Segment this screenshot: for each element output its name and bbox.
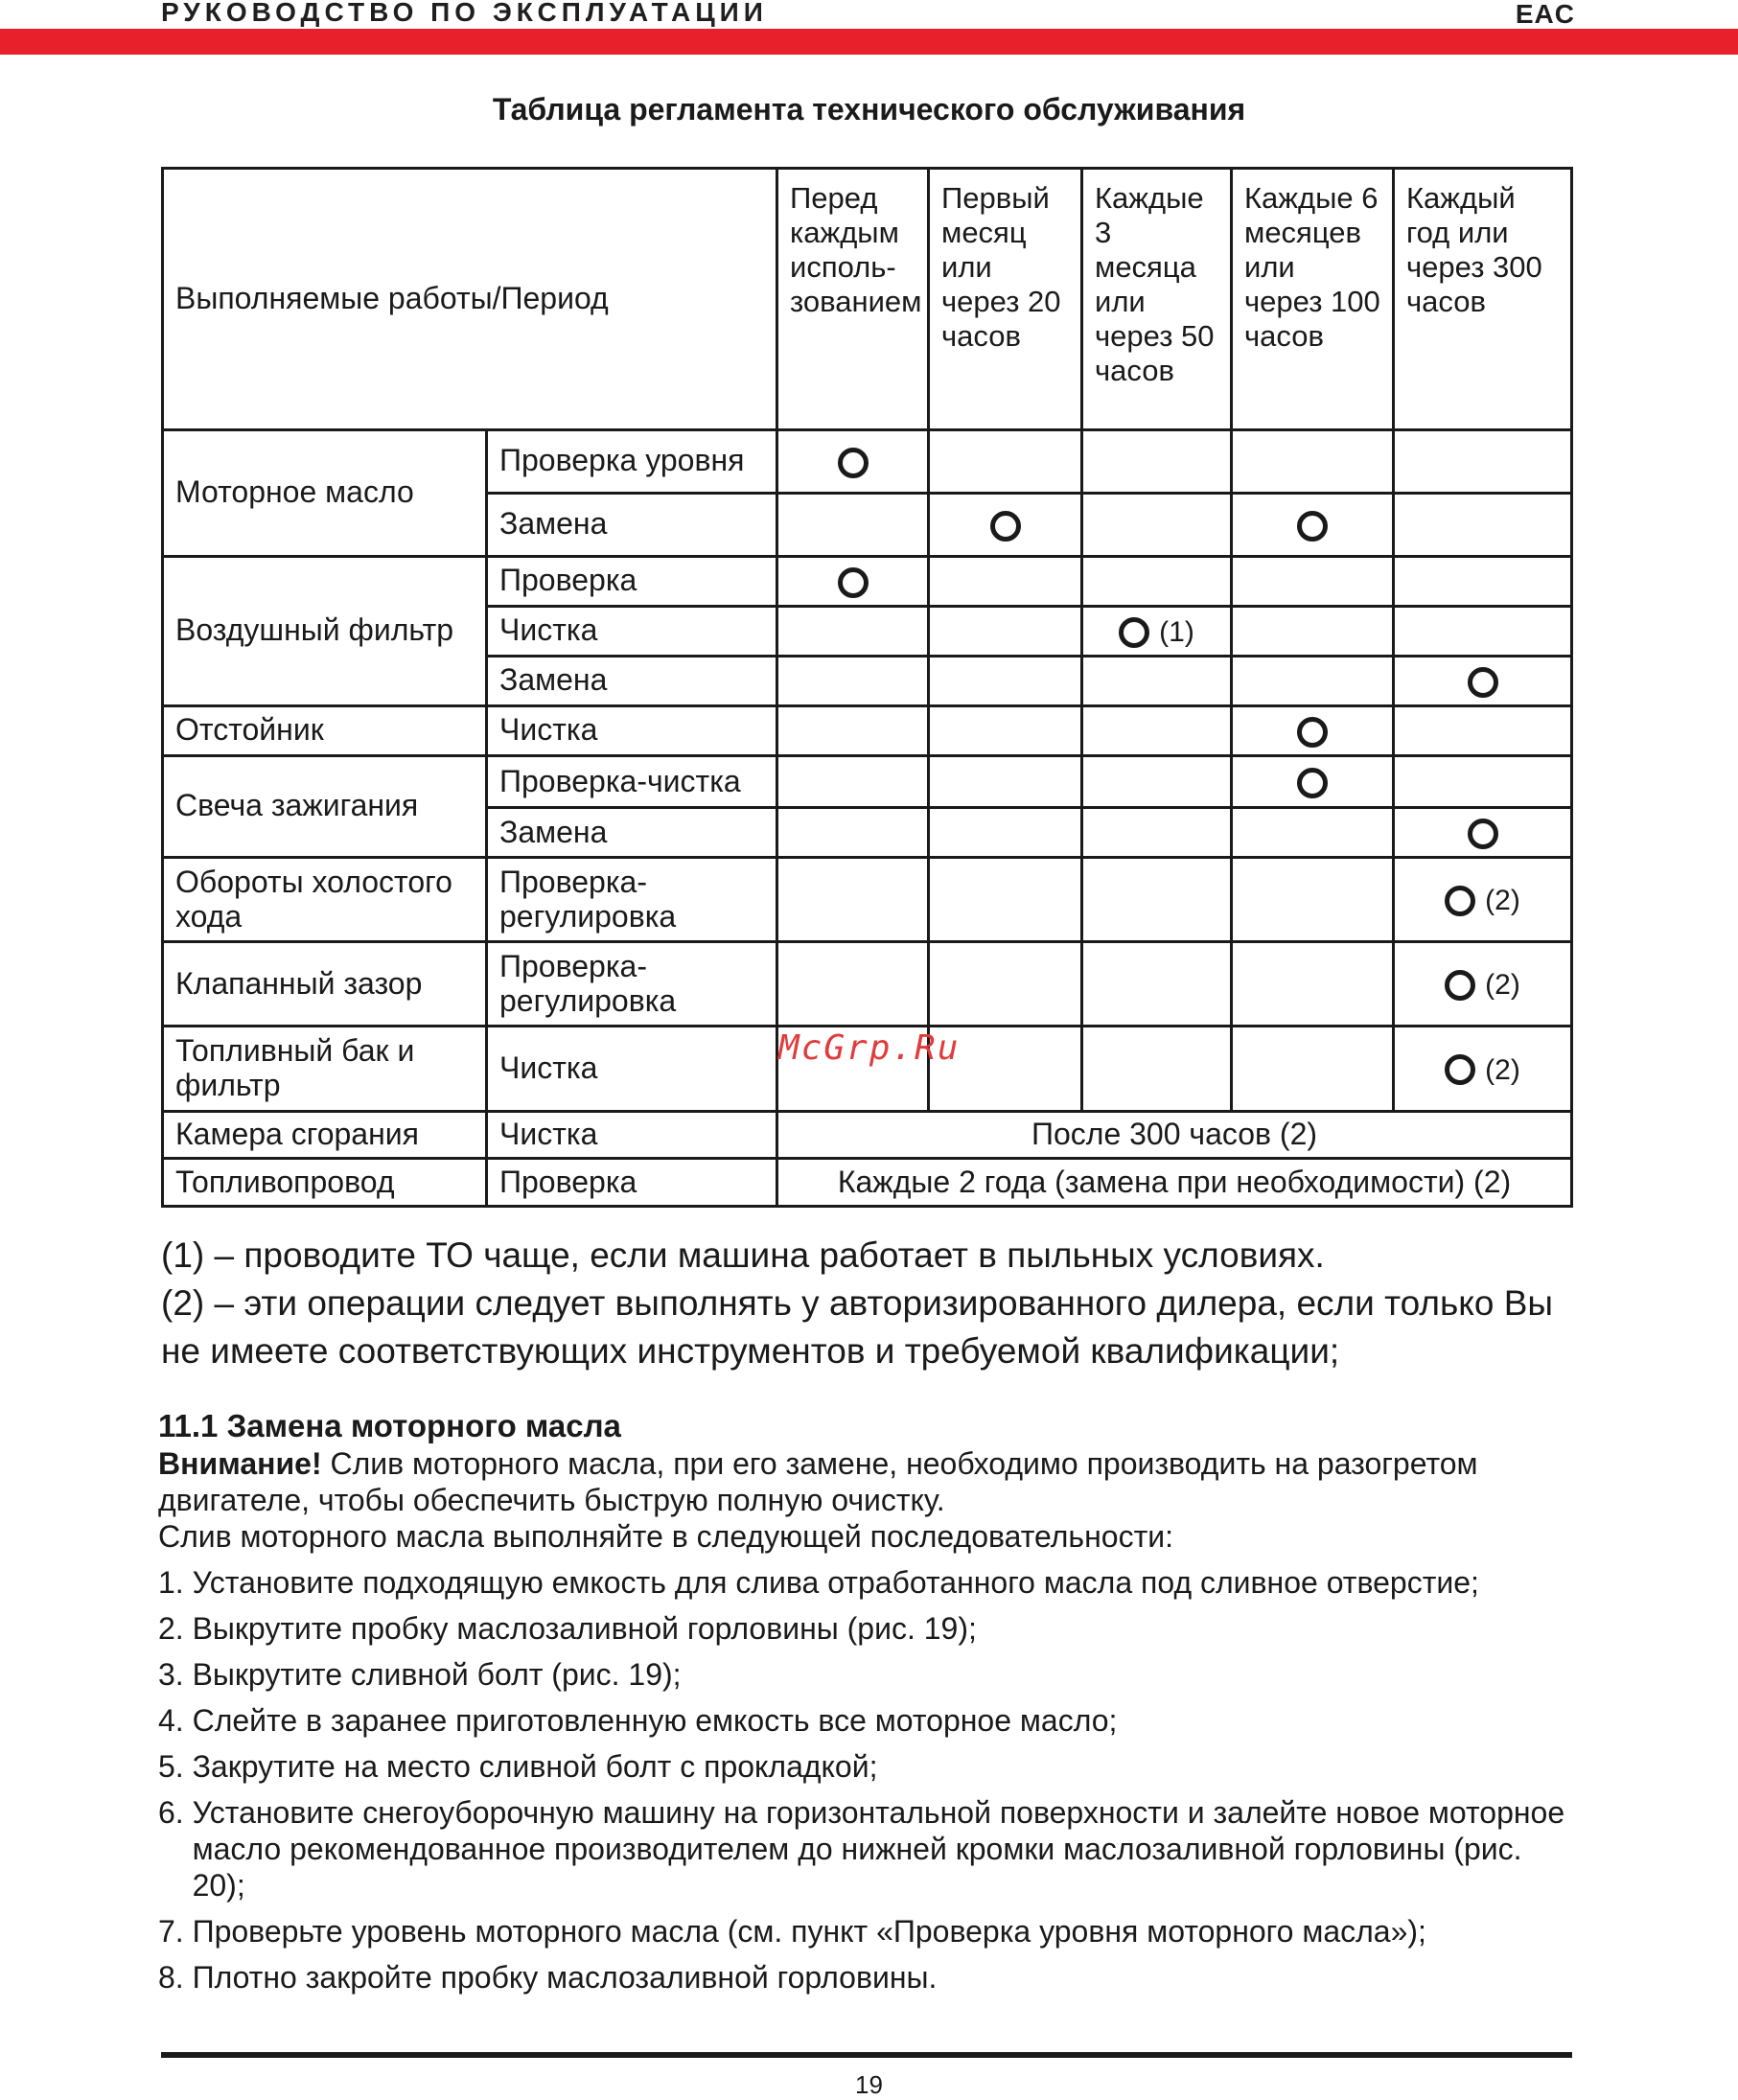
operation-name: Проверка	[487, 556, 777, 606]
header-red-bar	[0, 29, 1738, 55]
schedule-cell	[929, 556, 1082, 606]
operation-name: Чистка	[487, 1111, 777, 1159]
schedule-cell	[1394, 606, 1572, 656]
schedule-cell	[1232, 858, 1394, 942]
period-header: Каждые 6 месяцев или через 100 часов	[1232, 169, 1394, 430]
schedule-cell	[1082, 493, 1232, 556]
operation-name: Проверка-регулировка	[487, 942, 777, 1027]
schedule-cell	[1394, 493, 1572, 556]
works-header-cell: Выполняемые работы/Период	[163, 169, 777, 430]
operation-name: Проверка	[487, 1159, 777, 1207]
circle-marker-icon	[1119, 617, 1149, 648]
circle-marker-icon	[838, 567, 869, 598]
component-name: Камера сгорания	[163, 1111, 487, 1159]
table-row	[163, 429, 1572, 493]
schedule-cell	[1232, 755, 1394, 807]
operation-name: Проверка-регулировка	[487, 858, 777, 942]
step-text: Установите снегоуборочную машину на горизонтальной поверхности и залейте новое моторное масло рекомендованное производителем до нижней кромки маслозаливной горловины (рис. 20);	[192, 1795, 1565, 1903]
schedule-cell	[929, 755, 1082, 807]
footnotes	[161, 1232, 1580, 1375]
step-text: Выкрутите пробку маслозаливной горловины (рис. 19);	[192, 1611, 977, 1646]
circle-marker-icon	[990, 511, 1021, 542]
component-name: Обороты холостого хода	[163, 858, 487, 942]
operation-name: Чистка	[487, 705, 777, 755]
note-reference: (2)	[1485, 1053, 1520, 1086]
schedule-cell	[1394, 656, 1572, 705]
component-name: Топливопровод	[163, 1159, 487, 1207]
step-text: Проверьте уровень моторного масла (см. пункт «Проверка уровня моторного масла»);	[192, 1914, 1426, 1949]
table-row	[163, 755, 1572, 807]
schedule-cell	[1394, 429, 1572, 493]
table-header-row	[163, 169, 1572, 430]
schedule-cell	[777, 429, 929, 493]
step-number: 7.	[158, 1914, 193, 1949]
schedule-cell	[1082, 429, 1232, 493]
schedule-cell	[1232, 556, 1394, 606]
circle-marker-icon	[1445, 1054, 1475, 1085]
period-header: Каждый год или через 300 часов	[1394, 169, 1572, 430]
circle-marker-icon	[1297, 717, 1328, 748]
schedule-cell	[777, 808, 929, 858]
circle-marker-icon	[1468, 819, 1498, 849]
schedule-cell	[777, 606, 929, 656]
note-reference: (2)	[1485, 969, 1520, 1002]
schedule-cell	[1394, 1027, 1572, 1111]
schedule-cell	[1232, 429, 1394, 493]
schedule-cell	[1394, 755, 1572, 807]
section-oil-change	[158, 1407, 1572, 1996]
schedule-cell	[777, 556, 929, 606]
schedule-cell	[1232, 705, 1394, 755]
list-item	[158, 1656, 1572, 1693]
footnote-2: (2) – эти операции следует выполнять у авторизированного дилера, если только Вы не имеете соответствующих инструментов и требуемой квалификации;	[161, 1283, 1553, 1371]
step-number: 3.	[158, 1657, 193, 1692]
note-reference: (1)	[1159, 615, 1194, 648]
table-row	[163, 1159, 1572, 1207]
period-span-cell: Каждые 2 года (замена при необходимости) (2)	[777, 1159, 1572, 1207]
warning-paragraph	[158, 1445, 1572, 1518]
note-reference: (2)	[1485, 885, 1520, 917]
schedule-cell	[1082, 705, 1232, 755]
schedule-cell	[1232, 1027, 1394, 1111]
list-item	[158, 1564, 1572, 1601]
schedule-cell	[929, 493, 1082, 556]
schedule-cell	[929, 808, 1082, 858]
bottom-rule	[161, 2052, 1572, 2058]
period-header: Перед каждым исполь-зованием	[777, 169, 929, 430]
table-row	[163, 942, 1572, 1027]
schedule-cell	[1394, 556, 1572, 606]
schedule-cell	[1082, 942, 1232, 1027]
step-number: 8.	[158, 1960, 193, 1995]
schedule-cell	[777, 493, 929, 556]
circle-marker-icon	[1297, 768, 1328, 798]
schedule-cell	[1082, 656, 1232, 705]
schedule-cell	[1082, 606, 1232, 656]
operation-name: Чистка	[487, 1027, 777, 1111]
period-header: Каждые 3 месяца или через 50 часов	[1082, 169, 1232, 430]
eac-mark: EAC	[1515, 0, 1575, 29]
footnote-1: (1) – проводите ТО чаще, если машина работает в пыльных условиях.	[161, 1235, 1325, 1275]
table-row	[163, 1111, 1572, 1159]
component-name: Отстойник	[163, 705, 487, 755]
schedule-cell	[777, 656, 929, 705]
operation-name: Замена	[487, 808, 777, 858]
step-text: Плотно закройте пробку маслозаливной горловины.	[192, 1960, 938, 1995]
schedule-cell	[777, 942, 929, 1027]
schedule-cell	[1232, 808, 1394, 858]
schedule-cell	[777, 705, 929, 755]
schedule-cell	[1394, 808, 1572, 858]
step-text: Установите подходящую емкость для слива отработанного масла под сливное отверстие;	[192, 1565, 1479, 1600]
schedule-cell	[1394, 858, 1572, 942]
operation-name: Замена	[487, 493, 777, 556]
schedule-cell	[1232, 656, 1394, 705]
circle-marker-icon	[838, 448, 869, 478]
component-name: Топливный бак и фильтр	[163, 1027, 487, 1111]
period-span-cell: После 300 часов (2)	[777, 1111, 1572, 1159]
schedule-cell	[1082, 755, 1232, 807]
step-text: Выкрутите сливной болт (рис. 19);	[192, 1657, 682, 1692]
schedule-cell	[929, 942, 1082, 1027]
step-number: 1.	[158, 1565, 193, 1600]
warning-label: Внимание!	[158, 1446, 322, 1481]
table-row	[163, 858, 1572, 942]
table-row	[163, 705, 1572, 755]
schedule-cell	[929, 656, 1082, 705]
section-heading: 11.1 Замена моторного масла	[158, 1408, 621, 1443]
list-item	[158, 1913, 1572, 1950]
schedule-cell	[1232, 493, 1394, 556]
schedule-cell	[1232, 942, 1394, 1027]
step-number: 5.	[158, 1749, 193, 1784]
list-item	[158, 1959, 1572, 1996]
table-row	[163, 556, 1572, 606]
step-number: 6.	[158, 1795, 193, 1830]
step-number: 4.	[158, 1703, 193, 1738]
schedule-cell	[1082, 858, 1232, 942]
circle-marker-icon	[1445, 886, 1475, 916]
component-name: Воздушный фильтр	[163, 556, 487, 705]
circle-marker-icon	[1297, 511, 1328, 542]
component-name: Клапанный зазор	[163, 942, 487, 1027]
list-item	[158, 1702, 1572, 1739]
step-text: Слейте в заранее приготовленную емкость все моторное масло;	[192, 1703, 1118, 1738]
operation-name: Замена	[487, 656, 777, 705]
list-item	[158, 1794, 1572, 1904]
operation-name: Проверка уровня	[487, 429, 777, 493]
list-item	[158, 1610, 1572, 1647]
circle-marker-icon	[1468, 667, 1498, 698]
schedule-cell	[1082, 808, 1232, 858]
schedule-cell	[777, 858, 929, 942]
schedule-cell	[929, 705, 1082, 755]
table-title: Таблица регламента технического обслуживания	[492, 92, 1246, 127]
component-name: Свеча зажигания	[163, 755, 487, 857]
step-number: 2.	[158, 1611, 193, 1646]
header-title: РУКОВОДСТВО ПО ЭКСПЛУАТАЦИИ	[161, 0, 768, 27]
operation-name: Проверка-чистка	[487, 755, 777, 807]
step-text: Закрутите на место сливной болт с прокладкой;	[192, 1749, 878, 1784]
steps-intro: Слив моторного масла выполняйте в следующей последовательности:	[158, 1519, 1173, 1554]
warning-text: Слив моторного масла, при его замене, необходимо производить на разогретом двигателе, чтобы обеспечить быструю полную очистку.	[158, 1446, 1478, 1517]
component-name: Моторное масло	[163, 429, 487, 556]
schedule-cell	[929, 606, 1082, 656]
schedule-cell	[777, 755, 929, 807]
steps-list	[158, 1564, 1572, 1996]
operation-name: Чистка	[487, 606, 777, 656]
schedule-cell	[1394, 705, 1572, 755]
page-number: 19	[855, 2070, 883, 2099]
schedule-cell	[929, 858, 1082, 942]
schedule-cell	[929, 429, 1082, 493]
list-item	[158, 1748, 1572, 1785]
schedule-cell	[1082, 556, 1232, 606]
circle-marker-icon	[1445, 970, 1475, 1001]
schedule-cell	[1232, 606, 1394, 656]
watermark: McGrp.Ru	[778, 1028, 961, 1068]
period-header: Первый месяц или через 20 часов	[929, 169, 1082, 430]
schedule-cell	[1082, 1027, 1232, 1111]
schedule-cell	[1394, 942, 1572, 1027]
